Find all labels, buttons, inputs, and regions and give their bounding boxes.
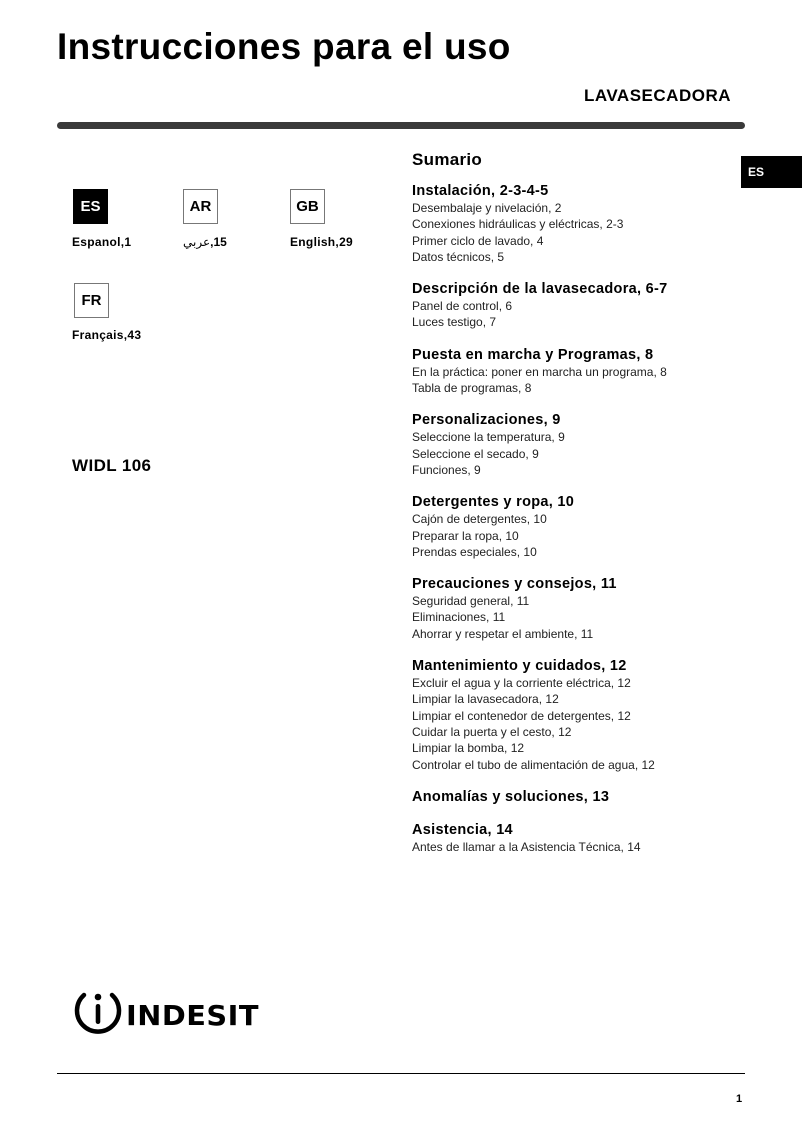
lang-box-gb[interactable]: GB [290, 189, 325, 224]
arabic-label: عربي [183, 235, 211, 249]
toc-item[interactable]: Limpiar la lavasecadora, 12 [412, 692, 559, 707]
page-title: Instrucciones para el uso [57, 26, 511, 67]
product-type: LAVASECADORA [583, 86, 731, 105]
toc-item[interactable]: Datos técnicos, 5 [412, 249, 505, 264]
toc-heading[interactable]: Personalizaciones, 9 [412, 412, 561, 429]
toc-item[interactable]: Antes de llamar a la Asistencia Técnica, 14 [412, 839, 641, 854]
toc-section [412, 182, 742, 265]
language-side-tab: ES [741, 156, 802, 188]
toc-heading[interactable]: Puesta en marcha y Programas, 8 [412, 346, 654, 363]
lang-box-fr[interactable]: FR [74, 283, 109, 318]
table-of-contents [412, 150, 742, 855]
toc-heading[interactable]: Asistencia, 14 [412, 821, 513, 838]
toc-item[interactable]: En la práctica: poner en marcha un programa, 8 [412, 364, 667, 379]
toc-heading[interactable]: Anomalías y soluciones, 13 [412, 788, 610, 805]
toc-item[interactable]: Conexiones hidráulicas y eléctricas, 2-3 [412, 217, 624, 232]
toc-item[interactable]: Panel de control, 6 [412, 299, 513, 314]
toc-item[interactable]: Limpiar el contenedor de detergentes, 12 [412, 708, 631, 723]
lang-box-ar[interactable]: AR [183, 189, 218, 224]
toc-item[interactable]: Luces testigo, 7 [412, 315, 497, 330]
toc-item[interactable]: Seleccione el secado, 9 [412, 446, 539, 461]
lang-label-gb[interactable]: English,29 [290, 235, 354, 249]
toc-heading[interactable]: Instalación, 2-3-4-5 [412, 183, 549, 199]
lang-label-ar[interactable] [183, 235, 227, 249]
toc-item[interactable]: Controlar el tubo de alimentación de agua, 12 [412, 757, 655, 772]
toc-section [412, 657, 742, 773]
page-number: 1 [736, 1093, 743, 1105]
toc-heading[interactable]: Mantenimiento y cuidados, 12 [412, 658, 627, 675]
toc-section [412, 280, 742, 331]
toc-item[interactable]: Funciones, 9 [412, 462, 481, 477]
toc-item[interactable]: Cuidar la puerta y el cesto, 12 [412, 724, 572, 739]
toc-item[interactable]: Prendas especiales, 10 [412, 544, 537, 559]
toc-section [412, 493, 742, 560]
toc-section [412, 411, 742, 478]
toc-item[interactable]: Primer ciclo de lavado, 4 [412, 233, 544, 248]
indesit-logo-icon [70, 987, 260, 1037]
lang-label-es[interactable]: Espanol,1 [72, 235, 132, 249]
toc-heading[interactable]: Descripción de la lavasecadora, 6-7 [412, 281, 668, 298]
toc-section [412, 821, 742, 855]
toc-item[interactable]: Excluir el agua y la corriente eléctrica, 12 [412, 676, 631, 691]
toc-title: Sumario [412, 150, 483, 169]
indesit-logo [70, 987, 260, 1037]
toc-heading[interactable]: Precauciones y consejos, 11 [412, 576, 617, 593]
footer-divider [57, 1073, 745, 1074]
header-divider [57, 122, 745, 129]
toc-section [412, 788, 742, 806]
toc-section [412, 346, 742, 397]
toc-item[interactable]: Preparar la ropa, 10 [412, 528, 519, 543]
toc-item[interactable]: Cajón de detergentes, 10 [412, 512, 547, 527]
toc-item[interactable]: Limpiar la bomba, 12 [412, 741, 525, 756]
toc-item[interactable]: Tabla de programas, 8 [412, 381, 532, 396]
model-number: WIDL 106 [72, 456, 152, 475]
toc-item[interactable]: Ahorrar y respetar el ambiente, 11 [412, 626, 594, 641]
lang-label-fr[interactable]: Français,43 [72, 328, 142, 342]
toc-item[interactable]: Desembalaje y nivelación, 2 [412, 201, 562, 215]
lang-box-es[interactable]: ES [73, 189, 108, 224]
toc-heading[interactable]: Detergentes y ropa, 10 [412, 494, 575, 511]
toc-item[interactable]: Eliminaciones, 11 [412, 610, 506, 625]
toc-section [412, 575, 742, 642]
toc-item[interactable]: Seleccione la temperatura, 9 [412, 430, 565, 445]
toc-item[interactable]: Seguridad general, 11 [412, 594, 530, 609]
svg-text:INDESIT: INDESIT [126, 999, 259, 1032]
arabic-page: ,15 [210, 235, 227, 249]
